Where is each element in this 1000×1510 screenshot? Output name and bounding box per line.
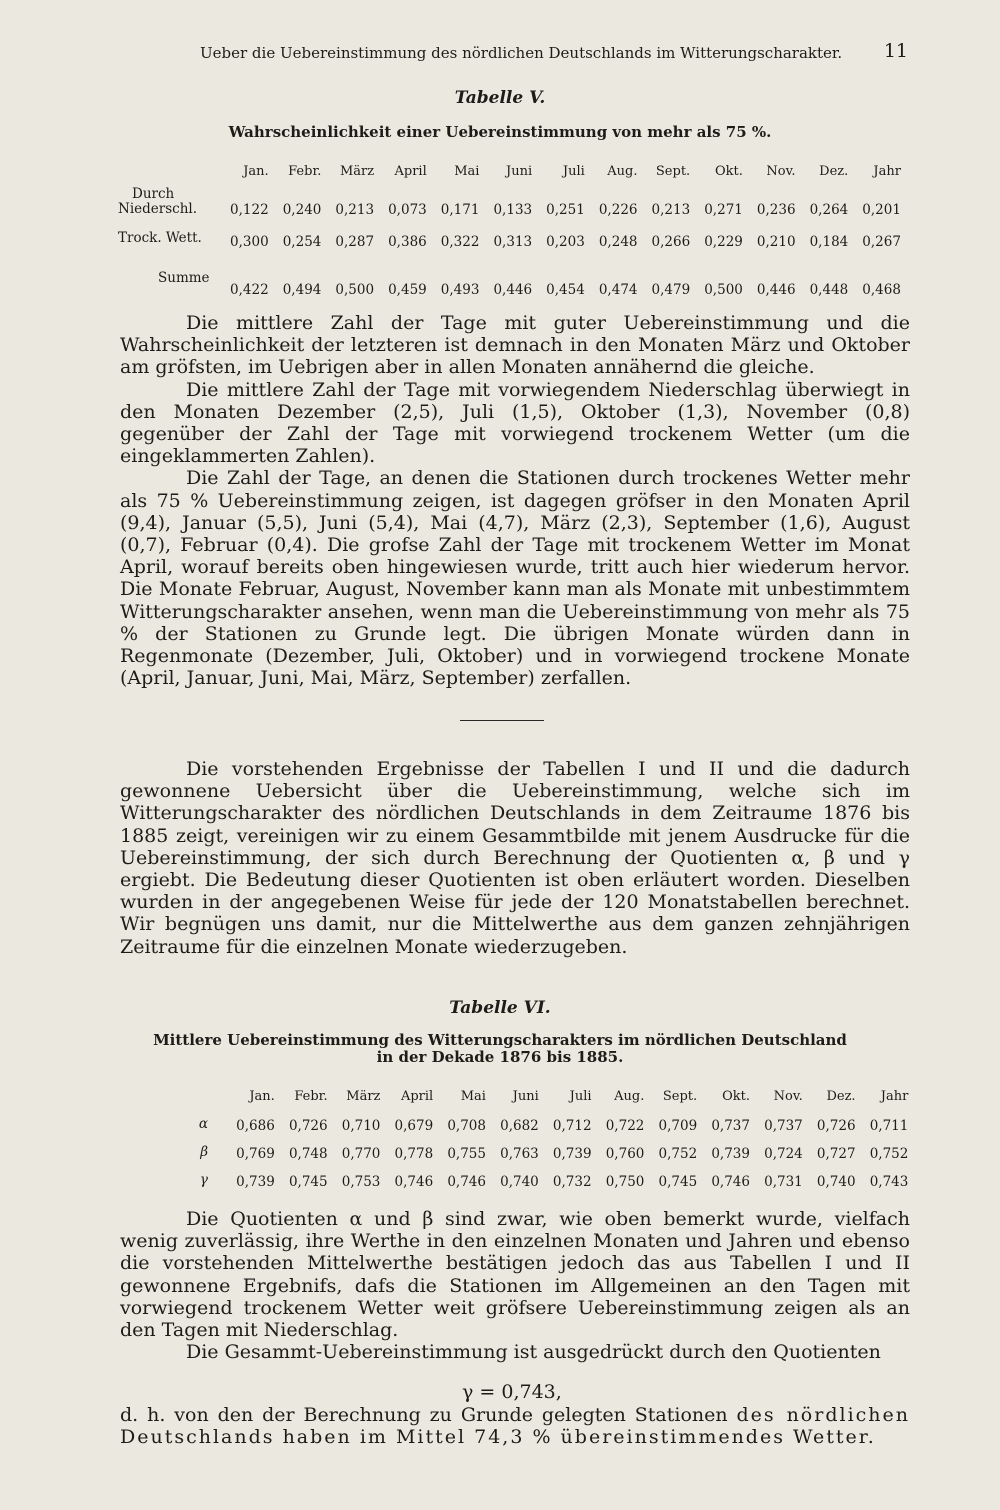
table-cell: 0,236 <box>756 202 796 218</box>
table-header-row <box>118 160 901 182</box>
table-cell: 0,740 <box>500 1174 539 1190</box>
table-cell: 0,686 <box>236 1118 275 1134</box>
column-header: Juni <box>506 163 533 179</box>
table-cell: 0,446 <box>493 282 533 298</box>
table-cell: 0,760 <box>605 1146 645 1162</box>
row-label <box>160 1166 222 1194</box>
table-cell: 0,271 <box>704 202 743 218</box>
table-cell: 0,213 <box>651 202 691 218</box>
text-block-2 <box>120 758 910 958</box>
table-cell: 0,724 <box>764 1146 803 1162</box>
page-number: 11 <box>883 40 908 62</box>
table6 <box>160 1082 908 1194</box>
row-label <box>118 182 216 222</box>
column-header: Febr. <box>288 163 322 179</box>
column-header: Okt. <box>714 163 743 179</box>
column-header: Dez. <box>826 1088 856 1104</box>
text-block-3 <box>120 1208 910 1363</box>
table-row <box>160 1166 908 1194</box>
paragraph-conclusion <box>120 1404 910 1448</box>
table-cell: 0,266 <box>651 234 691 250</box>
table-cell: 0,745 <box>658 1174 698 1190</box>
table-cell: 0,770 <box>341 1146 381 1162</box>
table-cell: 0,267 <box>862 234 901 250</box>
row-label-text: γ <box>199 1172 208 1188</box>
table-cell: 0,251 <box>546 202 585 218</box>
table-row <box>118 254 901 302</box>
table-cell: 0,709 <box>658 1118 698 1134</box>
table-cell: 0,750 <box>605 1174 645 1190</box>
column-header: Jan. <box>243 163 269 179</box>
table-cell: 0,712 <box>552 1118 592 1134</box>
paragraph: Die mittlere Zahl der Tage mit guter Uebereinstimmung und die Wahrscheinlichkeit der letzteren ist demnach in den Monaten März und Oktober am gröfsten, im Uebrigen aber in allen Monaten annähernd die gleiche. <box>120 312 910 379</box>
column-header: März <box>346 1088 381 1104</box>
column-header: Mai <box>454 163 480 179</box>
column-header: Sept. <box>655 163 691 179</box>
table-cell: 0,479 <box>651 282 691 298</box>
table-cell: 0,746 <box>711 1174 750 1190</box>
running-title: Ueber die Uebereinstimmung des nördlichen Deutschlands im Witterungscharakter. <box>200 44 843 62</box>
table-cell: 0,122 <box>230 202 269 218</box>
column-header: Jahr <box>880 1088 909 1104</box>
table-cell: 0,731 <box>764 1174 803 1190</box>
column-header: Jan. <box>249 1088 275 1104</box>
table-cell: 0,203 <box>546 234 585 250</box>
column-header: Sept. <box>662 1088 698 1104</box>
table-row <box>118 182 901 222</box>
table-cell: 0,210 <box>756 234 796 250</box>
column-header: Mai <box>460 1088 486 1104</box>
column-header: Aug. <box>614 1088 645 1104</box>
conclusion-spaced: des nördlichen Deutschlands haben im Mittel 74,3 % übereinstimmendes Wetter. <box>120 1404 911 1449</box>
column-header: Juli <box>569 1088 592 1104</box>
column-header: Febr. <box>294 1088 328 1104</box>
section-divider <box>460 720 544 721</box>
table6-grid <box>160 1082 908 1194</box>
table6-caption: Tabelle VI. <box>449 998 551 1018</box>
table-cell: 0,726 <box>288 1118 328 1134</box>
paragraph: Die Quotienten α und β sind zwar, wie oben bemerkt wurde, vielfach wenig zuverlässig, ihre Werthe in den einzelnen Monaten und Jahren und ebenso die vorstehenden Mittelwerthe bestätigen jedoch das aus Tabellen I und II gewonnene Ergebnifs, dafs die Stationen im Allgemeinen an den Tagen mit vorwiegend trockenem Wetter weit gröfsere Uebereinstimmung zeigen als an den Tagen mit Niederschlag. <box>120 1208 910 1342</box>
text-block-1 <box>120 312 910 689</box>
table-cell: 0,201 <box>862 202 901 218</box>
table-cell: 0,746 <box>394 1174 434 1190</box>
column-header: Aug. <box>607 163 638 179</box>
table-cell: 0,448 <box>809 282 849 298</box>
table-cell: 0,752 <box>658 1146 698 1162</box>
table-cell: 0,446 <box>756 282 796 298</box>
table6-title-line2: in der Dekade 1876 bis 1885. <box>376 1048 624 1066</box>
table-row <box>160 1110 908 1138</box>
table-cell: 0,454 <box>546 282 585 298</box>
table-cell: 0,073 <box>388 202 427 218</box>
table-cell: 0,739 <box>552 1146 592 1162</box>
column-header: Juli <box>562 163 585 179</box>
formula: γ = 0,743, <box>462 1381 562 1403</box>
paragraph: Die vorstehenden Ergebnisse der Tabellen I und II und die dadurch gewonnene Uebersicht über die Uebereinstimmung, welche sich im Witterungscharakter des nördlichen Deutschlands in dem Zeitraume 1876 bis 1885 zeigt, vereinigen wir zu einem Gesammtbilde mit jenem Ausdrucke für die Uebereinstimmung, der sich durch Berechnung der Quotienten α, β und γ ergiebt. Die Bedeutung dieser Quotienten ist oben erläutert worden. Dieselben wurden in der angegebenen Weise für jede der 120 Monatstabellen berechnet. Wir begnügen uns damit, nur die Mittelwerthe aus dem ganzen zehnjährigen Zeitraume für die einzelnen Monate wiederzugeben. <box>120 758 910 958</box>
table-cell: 0,727 <box>816 1146 856 1162</box>
table-cell: 0,459 <box>388 282 427 298</box>
table-cell: 0,763 <box>500 1146 539 1162</box>
table-cell: 0,468 <box>862 282 901 298</box>
text-block-4 <box>120 1404 910 1448</box>
table-cell: 0,708 <box>447 1118 486 1134</box>
table-cell: 0,748 <box>288 1146 328 1162</box>
column-header: Dez. <box>819 163 849 179</box>
table-cell: 0,493 <box>440 282 480 298</box>
table5-title: Wahrscheinlichkeit einer Uebereinstimmung von mehr als 75 %. <box>228 123 772 141</box>
table-cell: 0,745 <box>288 1174 328 1190</box>
table-cell: 0,494 <box>282 282 322 298</box>
column-header: Juni <box>512 1088 539 1104</box>
table-cell: 0,737 <box>711 1118 750 1134</box>
table-cell: 0,746 <box>447 1174 486 1190</box>
row-label-text: β <box>200 1144 208 1160</box>
table-corner <box>160 1082 222 1110</box>
table5-grid <box>118 160 901 302</box>
table-cell: 0,386 <box>388 234 427 250</box>
table-row <box>160 1138 908 1166</box>
table-cell: 0,732 <box>552 1174 592 1190</box>
table-cell: 0,313 <box>493 234 533 250</box>
column-header: Jahr <box>873 163 901 179</box>
table-cell: 0,287 <box>335 234 375 250</box>
table-cell: 0,682 <box>500 1118 539 1134</box>
table-cell: 0,778 <box>394 1146 434 1162</box>
table-header-row <box>160 1082 908 1110</box>
column-header: Nov. <box>766 163 796 179</box>
table5-caption: Tabelle V. <box>454 88 546 108</box>
table-cell: 0,322 <box>440 234 480 250</box>
row-label-text: Trock. Wett. <box>118 230 202 246</box>
row-label <box>160 1110 222 1138</box>
table-cell: 0,171 <box>440 202 480 218</box>
table-cell: 0,679 <box>394 1118 434 1134</box>
column-header: Nov. <box>773 1088 803 1104</box>
table-cell: 0,240 <box>282 202 322 218</box>
row-label <box>160 1138 222 1166</box>
table-cell: 0,500 <box>704 282 743 298</box>
table-cell: 0,711 <box>869 1118 909 1134</box>
table-cell: 0,752 <box>869 1146 909 1162</box>
table-cell: 0,254 <box>282 234 322 250</box>
row-label-text: Niederschl. <box>118 201 197 217</box>
table-cell: 0,739 <box>711 1146 750 1162</box>
table-cell: 0,422 <box>230 282 269 298</box>
table-cell: 0,226 <box>598 202 638 218</box>
table6-title-line1: Mittlere Uebereinstimmung des Witterungscharakters im nördlichen Deutschland <box>153 1031 847 1049</box>
column-header: April <box>400 1088 434 1104</box>
table-cell: 0,248 <box>598 234 638 250</box>
table-cell: 0,739 <box>236 1174 275 1190</box>
table-cell: 0,474 <box>598 282 638 298</box>
paragraph: Die mittlere Zahl der Tage mit vorwiegendem Niederschlag überwiegt in den Monaten Dezember (2,5), Juli (1,5), Oktober (1,3), November (0,8) gegenüber der Zahl der Tage mit vorwiegend trockenem Wetter (um die eingeklammerten Zahlen). <box>120 378 910 468</box>
column-header: Okt. <box>722 1088 750 1104</box>
paragraph: Die Gesammt-Uebereinstimmung ist ausgedrückt durch den Quotienten <box>186 1341 881 1364</box>
table-cell: 0,229 <box>704 234 743 250</box>
table-row <box>118 222 901 254</box>
table-cell: 0,743 <box>869 1174 909 1190</box>
table-cell: 0,133 <box>493 202 533 218</box>
table-cell: 0,737 <box>764 1118 803 1134</box>
conclusion-lead: d. h. von den der Berechnung zu Grunde gelegten Stationen <box>120 1404 728 1426</box>
table-cell: 0,755 <box>447 1146 486 1162</box>
table-cell: 0,769 <box>236 1146 275 1162</box>
table-cell: 0,264 <box>809 202 849 218</box>
row-label-text: α <box>198 1116 208 1132</box>
table-cell: 0,726 <box>816 1118 856 1134</box>
table-cell: 0,753 <box>341 1174 381 1190</box>
table-cell: 0,213 <box>335 202 375 218</box>
paragraph: Die Zahl der Tage, an denen die Stationen durch trockenes Wetter mehr als 75 % Uebereinstimmung zeigen, ist dagegen gröfser in den Monaten April (9,4), Januar (5,5), Juni (5,4), Mai (4,7), März (2,3), September (1,6), August (0,7), Februar (0,4). Die grofse Zahl der Tage mit trockenem Wetter im Monat April, worauf bereits oben hingewiesen wurde, tritt auch hier wiederum hervor. Die Monate Februar, August, November kann man als Monate mit unbestimmtem Witterungscharakter ansehen, wenn man die Uebereinstimmung von mehr als 75 % der Stationen zu Grunde legt. Die übrigen Monate würden dann in Regenmonate (Dezember, Juli, Oktober) und in vorwiegend trockene Monate (April, Januar, Juni, Mai, März, September) zerfallen. <box>120 467 910 690</box>
row-label-text: Summe <box>158 270 210 286</box>
table-cell: 0,184 <box>809 234 849 250</box>
column-header: März <box>339 163 375 179</box>
table-cell: 0,740 <box>816 1174 856 1190</box>
table5 <box>118 160 901 302</box>
row-label <box>118 254 216 302</box>
table-cell: 0,300 <box>230 234 269 250</box>
table-cell: 0,710 <box>341 1118 381 1134</box>
row-label <box>118 222 216 254</box>
table-corner <box>118 160 216 182</box>
table-cell: 0,722 <box>605 1118 645 1134</box>
row-label-top: Durch <box>132 186 175 202</box>
table-cell: 0,500 <box>335 282 375 298</box>
column-header: April <box>394 163 427 179</box>
